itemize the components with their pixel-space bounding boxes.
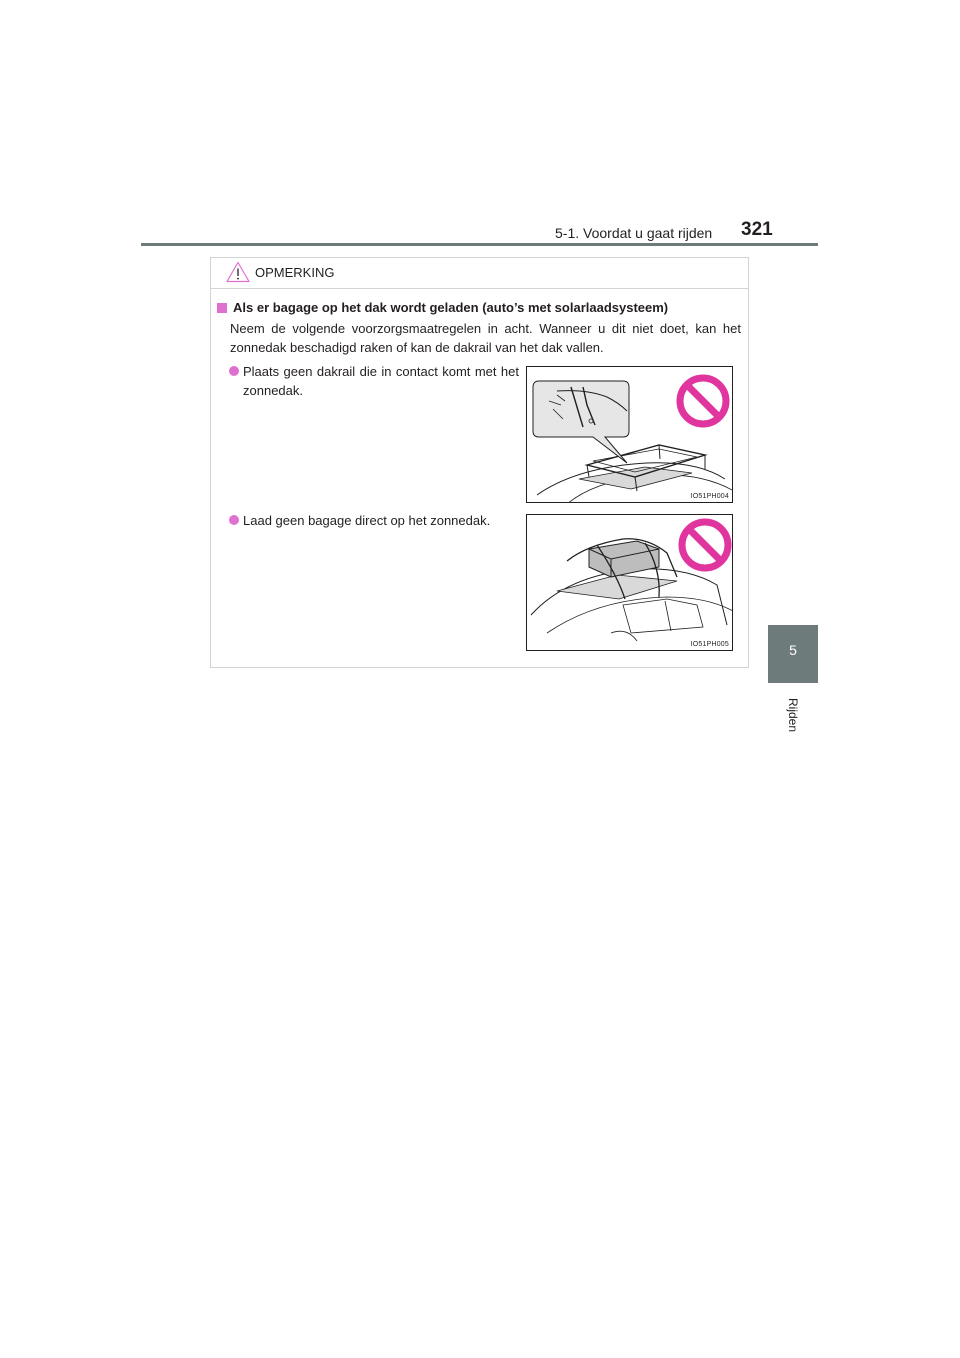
figure-code: IO51PH004 [690,493,729,500]
bullet-item [229,362,519,400]
running-header-section: 5-1. Voordat u gaat rijden [555,225,713,241]
prohibition-sign-icon [682,522,728,568]
luggage-drawing [527,515,733,651]
chapter-number: 5 [789,642,797,658]
bullet-text: Plaats geen dakrail die in contact komt met het zonnedak. [243,364,519,398]
chapter-label: Rijden [786,697,800,733]
roof-rail-illustration [526,366,733,503]
warning-triangle-icon [226,261,250,283]
notice-box [210,257,749,668]
chapter-tab [768,625,818,683]
intro-paragraph: Neem de volgende voorzorgsmaatregelen in acht. Wanneer u dit niet doet, kan het zonnedak beschadigd raken of kan de dakrail van het dak vallen. [230,321,741,355]
page-number: 321 [741,219,773,240]
notice-header [211,258,748,289]
header-divider [141,243,818,246]
luggage-on-roof-illustration [526,514,733,651]
figure-code: IO51PH005 [690,641,729,648]
round-bullet-icon [229,366,239,376]
section-heading-text: Als er bagage op het dak wordt geladen (auto’s met solarlaadsysteem) [233,300,669,315]
chapter-label-rotated [777,690,809,740]
notice-title: OPMERKING [255,265,335,280]
round-bullet-icon [229,515,239,525]
roof-rail-drawing [527,367,733,503]
section-heading [217,300,668,315]
bullet-item [229,511,519,530]
prohibition-sign-icon [680,378,726,424]
square-bullet-icon [217,303,227,313]
bullet-text: Laad geen bagage direct op het zonnedak. [243,513,491,528]
